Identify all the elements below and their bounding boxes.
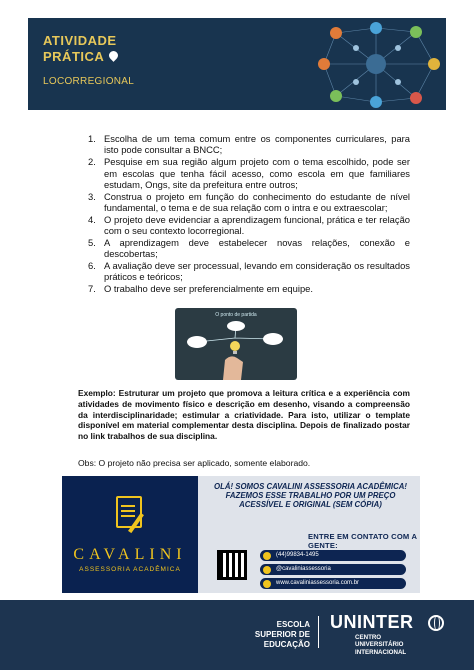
list-item: 3. Construa o projeto em função do conhecimento do estudante de nível fundamental, o tema e de sua relação com o intra e ou extraescolar; xyxy=(88,190,410,214)
header-title-line1: ATIVIDADE xyxy=(43,33,117,48)
banner-headline: OLÁ! SOMOS CAVALINI ASSESSORIA ACADÊMICA! FAZEMOS ESSE TRABALHO POR UM PREÇO ACESSÍVEL E ORIGINAL (SEM CÓPIA) xyxy=(214,482,407,509)
observation-note: Obs: O projeto não precisa ser aplicado, somente elaborado. xyxy=(78,458,311,468)
header-subtitle: LOCORREGIONAL xyxy=(43,76,135,87)
list-item: 7. O trabalho deve ser preferencialmente em equipe. xyxy=(88,283,313,295)
contact-heading: ENTRE EM CONTATO COM A GENTE: xyxy=(308,532,417,550)
page-header xyxy=(28,18,446,110)
list-item: 6. A avaliação deve ser processual, levando em consideração os resultados práticos e teóricos; xyxy=(88,259,410,283)
page-footer xyxy=(0,600,474,670)
brand-subtitle: ASSESSORIA ACADÊMICA xyxy=(79,566,181,573)
qr-code-icon[interactable] xyxy=(217,550,247,580)
footer-divider xyxy=(318,616,319,648)
uninter-globe-icon xyxy=(428,615,444,631)
list-item: 5. A aprendizagem deve estabelecer novas relações, conexão e descobertas; xyxy=(88,236,410,260)
whatsapp-icon xyxy=(263,552,271,560)
banner-brand-panel xyxy=(62,476,198,593)
uninter-logo-subtitle: CENTRO UNIVERSITÁRIO INTERNACIONAL xyxy=(355,634,407,656)
uninter-logo: UNINTER xyxy=(330,612,414,632)
map-pin-icon xyxy=(107,49,120,62)
phone-link[interactable]: (44)99834-1495 xyxy=(260,550,406,561)
social-network-illustration xyxy=(306,18,446,110)
school-name: ESCOLA SUPERIOR DE EDUCAÇÃO xyxy=(254,620,310,649)
globe-icon xyxy=(263,580,271,588)
header-title-line2: PRÁTICA xyxy=(43,49,118,65)
list-item: 4. O projeto deve evidenciar a aprendizagem funcional, prática e ter relação com o seu contexto locorregional. xyxy=(88,213,410,237)
list-item: 2. Pesquise em sua região algum projeto com o tema escolhido, pode ser em escolas que tenha fácil acesso, como escola em que familiares estudam, Ongs, site da prefeitura entre outros; xyxy=(88,156,410,190)
starting-point-image xyxy=(175,308,297,380)
task-list xyxy=(88,133,410,295)
header-title xyxy=(43,33,118,65)
website-link[interactable]: www.cavaliniassessoria.com.br xyxy=(260,578,406,589)
brand-name: CAVALINI xyxy=(73,546,187,563)
instagram-link[interactable]: @cavaliniassessoria xyxy=(260,564,406,575)
list-item: 1. Escolha de um tema comum entre os componentes curriculares, para isto pode consultar a BNCC; xyxy=(88,133,410,156)
example-paragraph: Exemplo: Estruturar um projeto que promova a leitura crítica e a experiência com atividades de movimento físico e descrição em desenho, visando a compreensão da interdisciplinaridade; estimular a criatividade. Para isto, utilizar o template disponível em material complementar desta disciplina. Depois de finalizado postar no link trabalhos de sua disciplina. xyxy=(78,388,410,442)
cavalini-ad-banner[interactable] xyxy=(62,476,420,593)
lightbulb-hand-illustration xyxy=(175,308,297,380)
instagram-icon xyxy=(263,566,271,574)
image-title: O ponto de partida xyxy=(215,312,257,318)
